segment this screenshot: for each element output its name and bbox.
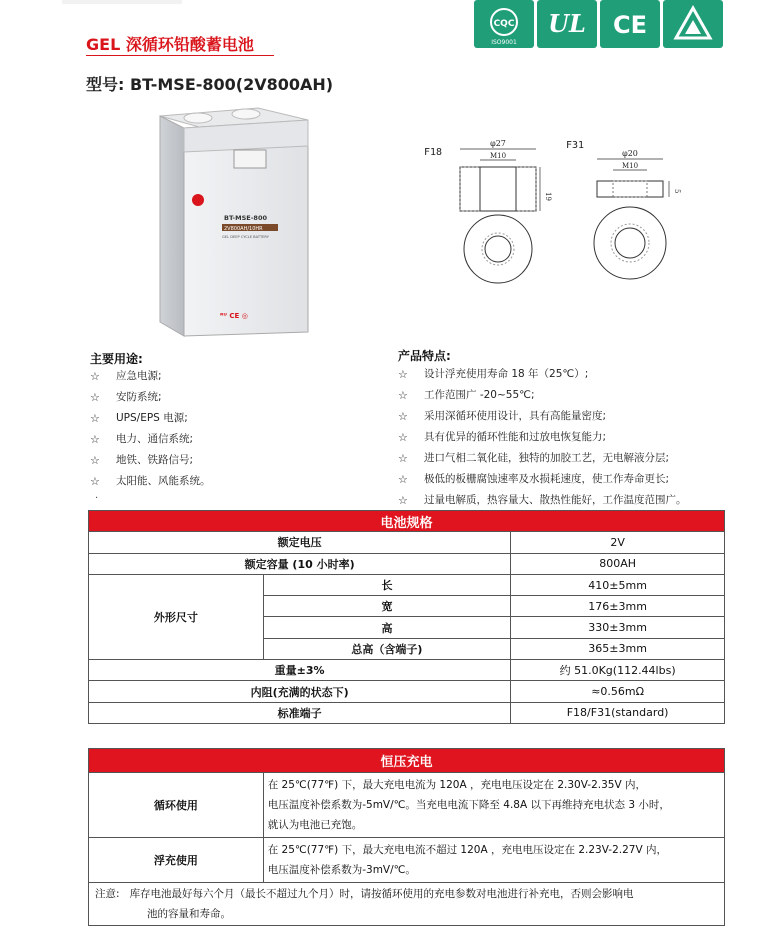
- list-item: [398, 385, 687, 406]
- star-icon: ☆: [90, 370, 100, 383]
- note-text-1: 库存电池最好每六个月（最长不超过九个月）时，请按循环使用的充电参数对电池进行补充电，否则会影响电: [129, 888, 634, 900]
- feature-item-text: 极低的板栅腐蚀速率及水损耗速度，使工作寿命更长;: [424, 473, 670, 485]
- cqc-logo-text: CQC: [493, 19, 515, 29]
- table-row: [89, 773, 725, 838]
- use-item-text: 应急电源;: [116, 370, 162, 382]
- total-height-label: 总高（含端子): [263, 638, 511, 659]
- star-icon: ☆: [398, 494, 408, 507]
- terminal-f31-drawing: [583, 135, 693, 285]
- table-row: [89, 574, 725, 595]
- battery-image: [152, 100, 312, 340]
- feature-item-text: 具有优异的循环性能和过放电恢复能力;: [424, 431, 607, 443]
- page-title: GEL 深循环铅酸蓄电池: [86, 35, 254, 54]
- ce-logo: [600, 0, 660, 48]
- charge-table: [88, 748, 725, 926]
- ul-logo-text: UL: [548, 9, 586, 38]
- svg-text:ᴿᵁ CE ◎: ᴿᵁ CE ◎: [220, 312, 248, 320]
- star-icon: ☆: [398, 368, 408, 381]
- star-icon: ☆: [90, 412, 100, 425]
- cycle-use-text: [263, 773, 724, 838]
- list-item: [398, 448, 687, 469]
- table-row: [89, 702, 725, 723]
- f31-outer-dim: φ20: [622, 149, 638, 158]
- table-row: [89, 838, 725, 883]
- spec-table: [88, 510, 725, 724]
- cqc-logo-sub: ISO9001: [491, 39, 517, 46]
- star-icon: ☆: [90, 454, 100, 467]
- resistance-label: 内阻(充满的状态下): [89, 681, 511, 702]
- list-item: [90, 366, 211, 387]
- star-icon: ☆: [398, 452, 408, 465]
- rated-voltage-value: 2V: [511, 532, 725, 553]
- use-item-text: 电力、通信系统;: [116, 433, 194, 445]
- cqc-logo: [474, 0, 534, 48]
- delta-logo: [663, 0, 723, 48]
- f18-outer-dim: φ27: [490, 139, 506, 148]
- float-line: 在 25℃(77℉) 下，最大充电电流不超过 120A ，充电电压设定在 2.23V-2.27V 内，: [267, 844, 667, 856]
- f31-height-dim: 5: [673, 189, 681, 194]
- battery-spec-text: 2V800AH/10HR: [224, 226, 263, 232]
- width-label: 宽: [263, 596, 511, 617]
- height-value: 330±3mm: [511, 617, 725, 638]
- star-icon: ☆: [398, 389, 408, 402]
- table-row: [89, 660, 725, 681]
- star-icon: ☆: [90, 433, 100, 446]
- length-label: 长: [263, 574, 511, 595]
- features-list: [398, 364, 687, 511]
- use-item-text: 地铁、铁路信号;: [116, 454, 194, 466]
- battery-sub-text: GEL DEEP CYCLE BATTERY: [222, 235, 269, 239]
- float-line: 电压温度补偿系数为-3mV/℃。: [267, 864, 416, 876]
- resistance-value: ≈0.56mΩ: [511, 681, 725, 702]
- star-icon: ☆: [90, 391, 100, 404]
- uses-list: [90, 366, 211, 492]
- list-item: [398, 364, 687, 385]
- list-item: [398, 490, 687, 511]
- length-value: 410±5mm: [511, 574, 725, 595]
- feature-item-text: 设计浮充使用寿命 18 年（25℃）;: [424, 368, 589, 380]
- star-icon: ☆: [398, 410, 408, 423]
- trailing-dot: ·: [95, 493, 99, 504]
- ce-logo-text: CE: [612, 11, 648, 39]
- height-label: 高: [263, 617, 511, 638]
- table-row: [89, 681, 725, 702]
- terminal-f18-label: F18: [424, 147, 443, 158]
- terminal-f31-label: F31: [566, 140, 585, 151]
- list-item: [90, 429, 211, 450]
- rated-voltage-label: 额定电压: [89, 532, 511, 553]
- note-cell: [89, 883, 725, 926]
- float-use-label: 浮充使用: [89, 838, 264, 883]
- feature-item-text: 过量电解质，热容量大、散热性能好，工作温度范围广。: [424, 494, 687, 506]
- use-item-text: 安防系统;: [116, 391, 162, 403]
- uses-heading: 主要用途:: [90, 352, 143, 366]
- list-item: [90, 408, 211, 429]
- table-row: [89, 883, 725, 926]
- terminal-value: F18/F31(standard): [511, 702, 725, 723]
- star-icon: ☆: [398, 473, 408, 486]
- list-item: [90, 450, 211, 471]
- table-row: [89, 553, 725, 574]
- feature-item-text: 工作范围广 -20~55℃;: [424, 389, 535, 401]
- f18-height-dim: 19: [544, 192, 552, 201]
- note-label: 注意:: [95, 888, 120, 900]
- feature-item-text: 进口气相二氧化硅，独特的加胶工艺，无电解液分层;: [424, 452, 670, 464]
- weight-value: 约 51.0Kg(112.44lbs): [511, 660, 725, 681]
- terminal-label: 标准端子: [89, 702, 511, 723]
- charge-table-heading: 恒压充电: [89, 749, 725, 773]
- cycle-line: 电压温度补偿系数为-5mV/℃。当充电电流下降至 4.8A 以下再维持充电状态 3 小时，: [267, 799, 670, 811]
- cycle-line: 就认为电池已充饱。: [267, 819, 363, 831]
- dimensions-label: 外形尺寸: [89, 574, 264, 659]
- top-bar: [62, 0, 182, 4]
- use-item-text: UPS/EPS 电源;: [116, 412, 188, 424]
- ul-logo: [537, 0, 597, 48]
- f18-inner-dim: M10: [489, 152, 507, 160]
- float-use-text: [263, 838, 724, 883]
- cycle-use-label: 循环使用: [89, 773, 264, 838]
- title-underline: [86, 55, 274, 56]
- f31-inner-dim: M10: [621, 162, 639, 170]
- list-item: [398, 469, 687, 490]
- features-heading: 产品特点:: [398, 349, 451, 363]
- note-line: [95, 884, 718, 904]
- list-item: [398, 427, 687, 448]
- width-value: 176±3mm: [511, 596, 725, 617]
- terminal-f18-drawing: [440, 135, 560, 285]
- list-item: [90, 471, 211, 492]
- table-row: [89, 532, 725, 553]
- list-item: [398, 406, 687, 427]
- cycle-line: 在 25℃(77℉) 下，最大充电电流为 120A ，充电电压设定在 2.30V-2.35V 内，: [267, 779, 646, 791]
- rated-capacity-label: 额定容量 (10 小时率): [89, 553, 511, 574]
- spec-table-heading: 电池规格: [89, 511, 725, 532]
- note-line: 池的容量和寿命。: [147, 908, 231, 920]
- weight-label: 重量±3%: [89, 660, 511, 681]
- rated-capacity-value: 800AH: [511, 553, 725, 574]
- list-item: [90, 387, 211, 408]
- star-icon: ☆: [398, 431, 408, 444]
- total-height-value: 365±3mm: [511, 638, 725, 659]
- star-icon: ☆: [90, 475, 100, 488]
- feature-item-text: 采用深循环使用设计，具有高能量密度;: [424, 410, 607, 422]
- battery-brand-text: BT-MSE-800: [224, 214, 267, 222]
- use-item-text: 太阳能、风能系统。: [116, 475, 211, 487]
- model-label: 型号: BT-MSE-800(2V800AH): [86, 75, 334, 94]
